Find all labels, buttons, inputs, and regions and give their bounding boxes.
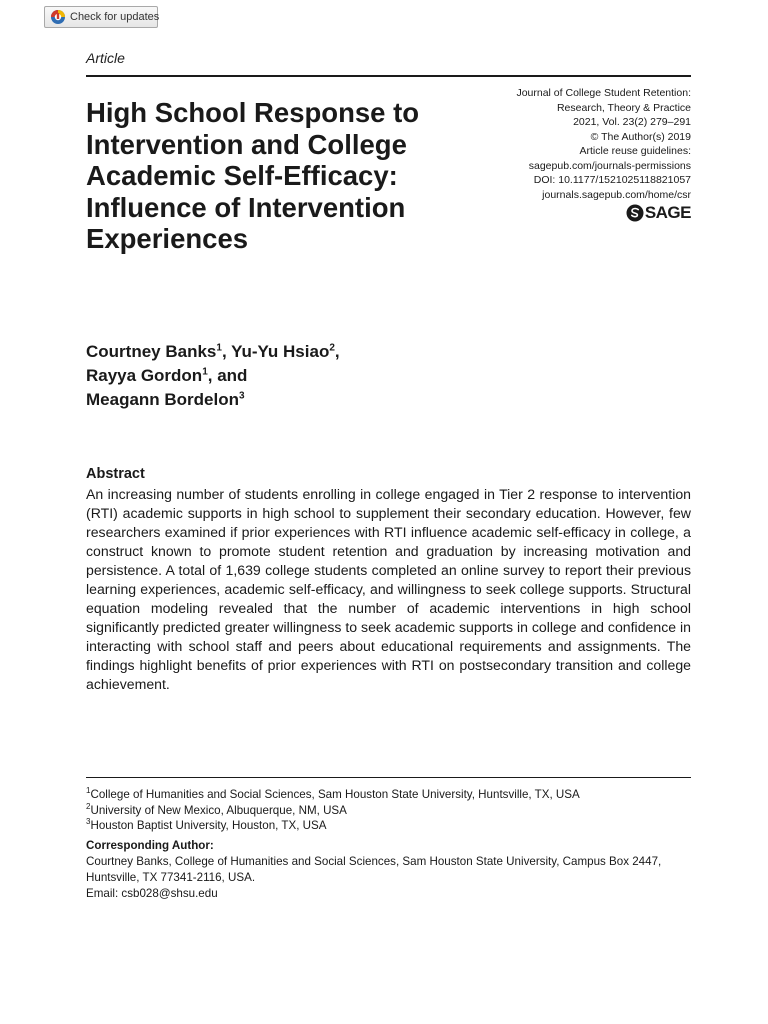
author-affiliation-mark: 2 <box>329 342 335 354</box>
article-title: High School Response to Intervention and College Academic Self-Efficacy: Influence of Intervention Experiences <box>86 97 420 254</box>
check-for-updates-button[interactable] <box>44 6 158 28</box>
check-for-updates-label: Check for updates <box>70 11 160 23</box>
header-divider <box>86 75 691 77</box>
affiliation-item <box>86 803 691 819</box>
corresponding-author-heading: Corresponding Author: <box>86 839 214 852</box>
author-name[interactable]: Rayya Gordon <box>86 366 203 385</box>
author-name[interactable]: Meagann Bordelon <box>86 390 240 409</box>
author-affiliation-mark: 1 <box>216 342 222 354</box>
article-type-label: Article <box>86 50 125 66</box>
author-list <box>86 340 486 412</box>
abstract-text: An increasing number of students enrolling in college engaged in Tier 2 response to intervention (RTI) academic supports in high school to supplement their secondary education. However, few researchers examined if prior experiences with RTI influence academic self-efficacy in college, a construct known to promote student retention and graduation by increasing motivation and persistence. A total of 1,639 college students completed an online survey to report their previous learning experiences, academic self-efficacy, and willingness to seek college supports. Structural equation modeling revealed that the number of academic interventions in high school significantly predicted greater willingness to seek academic supports in college and confidence in interacting with school staff and peers about educational requirements and assignments. The findings highlight benefits of prior experiences with RTI on postsecondary transition and college achievement. <box>86 486 691 692</box>
author-separator: , and <box>207 366 248 385</box>
affiliation-text: College of Humanities and Social Sciences, Sam Houston State University, Huntsville, TX, USA <box>90 788 580 801</box>
author-affiliation-mark: 3 <box>239 390 245 402</box>
affiliation-mark: 1 <box>86 786 91 796</box>
corresponding-author-email[interactable]: Email: csb028@shsu.edu <box>86 887 218 900</box>
author-separator: , <box>334 342 340 361</box>
author-name[interactable]: Yu-Yu Hsiao <box>231 342 330 361</box>
sage-logo <box>626 203 691 223</box>
affiliation-item <box>86 787 691 803</box>
journal-homepage-link[interactable]: journals.sagepub.com/home/csr <box>542 188 691 201</box>
affiliation-text: University of New Mexico, Albuquerque, NM, USA <box>90 803 347 817</box>
journal-name-line-2: Research, Theory & Practice <box>556 101 691 114</box>
doi-link[interactable]: DOI: 10.1177/1521025118821057 <box>533 174 691 186</box>
corresponding-author-address: Courtney Banks, College of Humanities and Social Sciences, Sam Houston State University, Campus Box 2447, Huntsville, TX 77341-2116, USA. <box>86 855 662 884</box>
journal-info <box>441 86 691 202</box>
affiliation-item <box>86 818 691 834</box>
reuse-guidelines-label: Article reuse guidelines: <box>579 145 691 157</box>
affiliation-mark: 3 <box>86 817 91 827</box>
permissions-link[interactable]: sagepub.com/journals-permissions <box>528 159 691 172</box>
author-affiliation-mark: 1 <box>202 366 208 378</box>
crossmark-icon <box>51 10 65 24</box>
sage-logo-icon <box>626 204 644 222</box>
affiliation-text: Houston Baptist University, Houston, TX, USA <box>90 819 327 832</box>
affiliation-list <box>86 787 691 834</box>
author-name[interactable]: Courtney Banks <box>86 342 217 361</box>
author-separator: , <box>221 342 232 361</box>
affiliation-mark: 2 <box>86 801 91 811</box>
journal-name-line-1: Journal of College Student Retention: <box>516 87 691 99</box>
abstract-heading: Abstract <box>86 466 145 482</box>
sage-wordmark: SAGE <box>644 203 691 222</box>
corresponding-author <box>86 838 691 902</box>
journal-volume: 2021, Vol. 23(2) 279–291 <box>573 116 691 128</box>
footnote-divider <box>86 777 691 778</box>
copyright-notice: © The Author(s) 2019 <box>590 130 691 143</box>
